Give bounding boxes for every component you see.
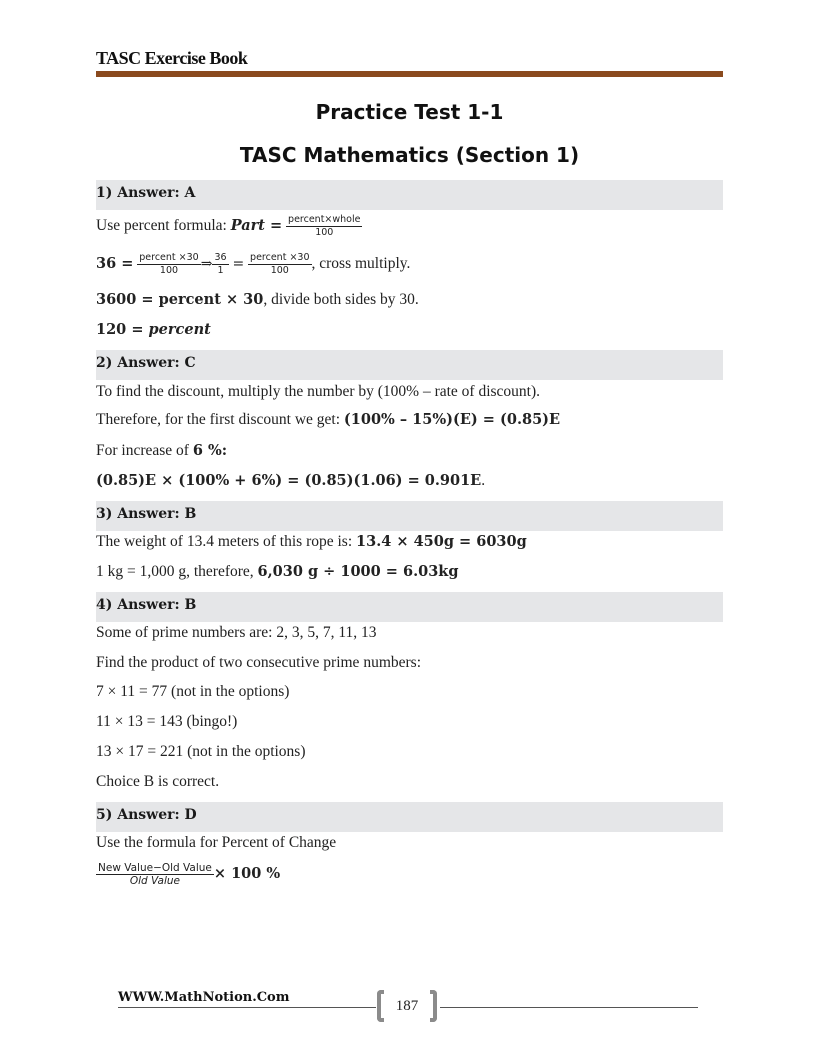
fraction: [286, 214, 362, 239]
math: 120 =: [96, 321, 149, 338]
answer-band-1: [96, 180, 723, 210]
denominator: 100: [270, 265, 289, 276]
q4-line-6: Choice B is correct.: [96, 773, 220, 790]
q1-line-4: [96, 321, 736, 339]
math: 13.4 × 450g = 6030g: [356, 533, 527, 550]
section-title: TASC Mathematics (Section 1): [239, 143, 580, 167]
q4-line-5: 13 × 17 = 221 (not in the options): [96, 743, 306, 760]
q4-line-4: 11 × 13 = 143 (bingo!): [96, 713, 238, 730]
text: 1 kg = 1,000 g, therefore,: [96, 563, 258, 580]
answer-band-2: [96, 350, 723, 380]
q4-line-2: Find the product of two consecutive prime numbers:: [96, 654, 422, 671]
fraction: [137, 252, 200, 277]
q1-line-1: [96, 214, 736, 239]
text: , divide both sides by 30.: [263, 291, 419, 308]
denominator: Old Value: [129, 875, 181, 887]
answer-heading: 5) Answer: D: [96, 807, 197, 823]
fraction: [248, 252, 311, 277]
book-title: TASC Exercise Book: [96, 48, 248, 68]
math: 36 =: [96, 255, 134, 273]
answer-heading: 3) Answer: B: [96, 506, 197, 522]
header-rule: [96, 71, 723, 77]
text: The weight of 13.4 meters of this rope is:: [96, 533, 357, 550]
q4-line-3: 7 × 11 = 77 (not in the options): [96, 683, 290, 700]
numerator: percent ×30: [250, 252, 310, 263]
footer-rule-right: [440, 1007, 698, 1008]
answer-band-3: [96, 501, 723, 531]
math: =: [232, 256, 245, 273]
numerator: percent ×30: [139, 252, 199, 263]
text: For increase of: [96, 442, 193, 459]
math: 6,030 g ÷ 1000 = 6.03kg: [257, 563, 459, 580]
numerator: percent×whole: [288, 214, 361, 225]
footer-rule-left: [118, 1007, 376, 1008]
math: ⇒: [200, 256, 213, 273]
answer-band-5: [96, 802, 723, 832]
answer-band-4: [96, 592, 723, 622]
math: × 100 %: [213, 865, 281, 883]
numerator: 36: [214, 252, 227, 263]
math: Part =: [230, 217, 283, 235]
math: percent: [148, 321, 211, 338]
website-link[interactable]: WWW.MathNotion.Com: [118, 990, 290, 1005]
page-number-box: [377, 990, 437, 1024]
q2-line-4: [96, 472, 736, 490]
q2-line-1: To find the discount, multiply the number by (100% – rate of discount).: [96, 383, 541, 400]
page-title: Practice Test 1-1: [315, 100, 504, 124]
text: Therefore, for the first discount we get:: [96, 411, 344, 428]
denominator: 100: [159, 265, 179, 276]
answer-heading: 4) Answer: B: [96, 597, 197, 613]
text: .: [481, 472, 486, 489]
right-bracket-icon: [430, 990, 437, 1022]
q3-line-1: [96, 533, 736, 551]
denominator: 100: [315, 227, 334, 238]
denominator: 1: [217, 265, 224, 276]
q5-line-1: Use the formula for Percent of Change: [96, 834, 337, 851]
q1-line-3: [96, 291, 736, 309]
numerator: New Value−Old Value: [98, 862, 212, 874]
math: 6 %:: [192, 442, 228, 459]
page-number: 187: [395, 998, 419, 1014]
q2-line-3: [96, 442, 736, 460]
answer-heading: 2) Answer: C: [96, 355, 196, 371]
math: (0.85)E × (100% + 6%) = (0.85)(1.06) = 0.901E: [96, 472, 482, 489]
q5-formula: [96, 862, 736, 887]
q3-line-2: [96, 563, 736, 581]
text: , cross multiply.: [311, 255, 411, 273]
q2-line-2: [96, 411, 736, 429]
q4-line-1: Some of prime numbers are: 2, 3, 5, 7, 11, 13: [96, 624, 377, 641]
fraction: [96, 862, 214, 887]
q1-line-2: [96, 252, 736, 277]
fraction: [212, 252, 228, 277]
answer-heading: 1) Answer: A: [96, 185, 196, 201]
text: Use percent formula:: [96, 217, 231, 235]
math: (100% – 15%)(E) = (0.85)E: [343, 411, 561, 428]
math: 3600 = percent × 30: [96, 291, 264, 308]
